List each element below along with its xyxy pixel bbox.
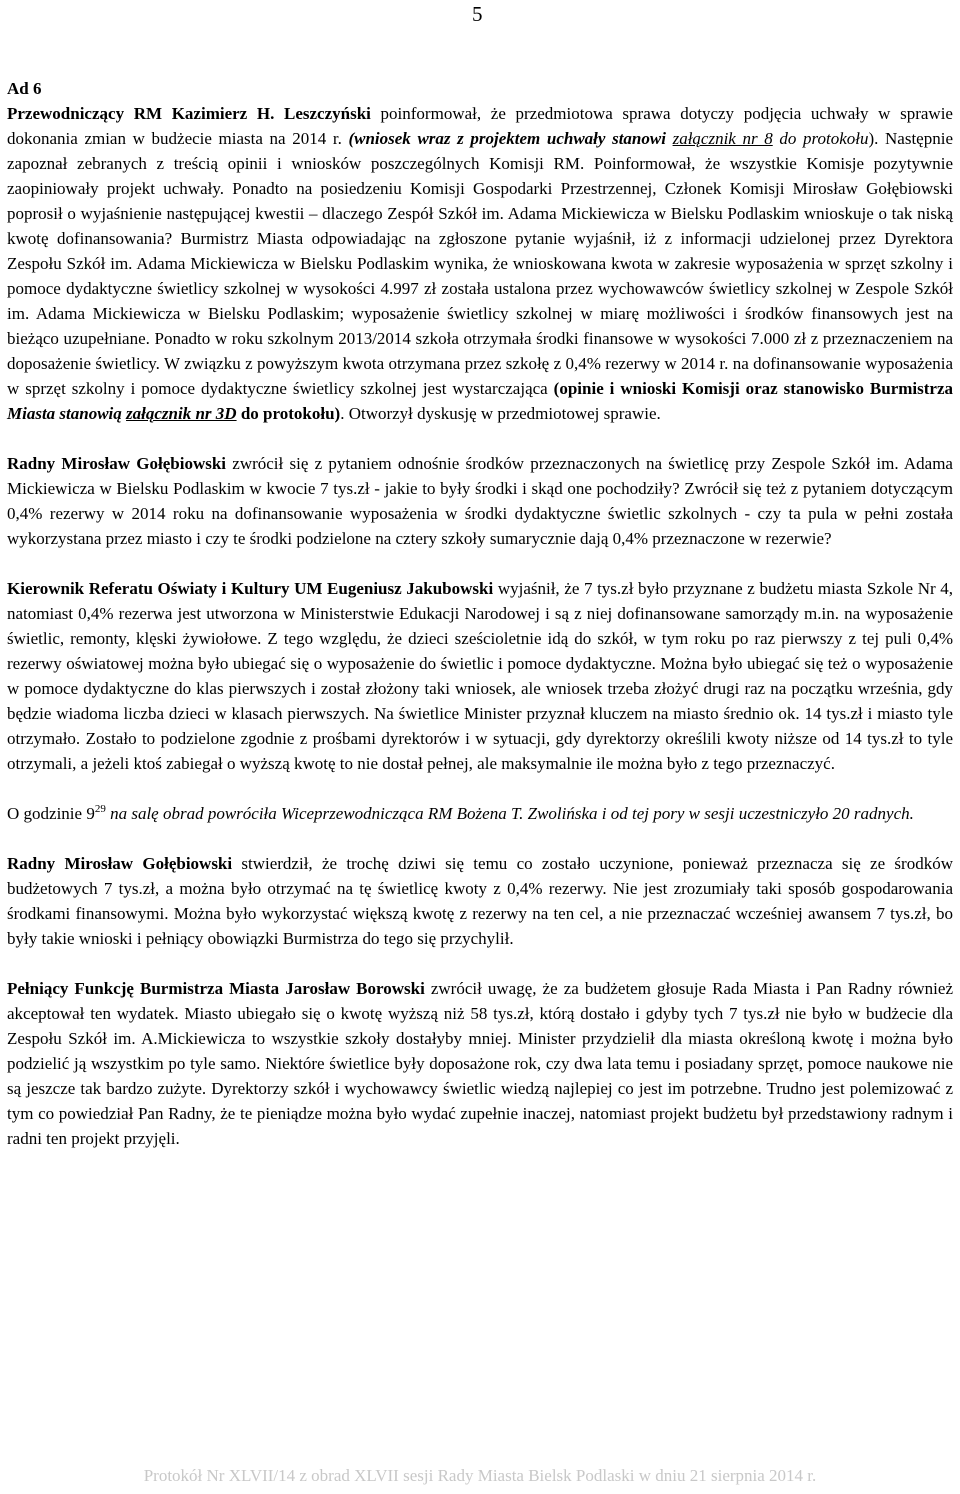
paragraph-text: ). Następnie zapoznał zebranych z treścią opinii i wniosków poszczególnych Komisji RM. Poinformował, że wszystkie Komisje pozytywnie zaopiniowały projekt uchwały. Ponadto na posiedzeniu Komisji Gospodarki Przestrzennej, Członek Komisji Mirosław Gołębiowski poprosił o wyjaśnienie następującej kwestii – dlaczego Zespół Szkół im. Adama Mickiewicza w Bielsku Podlaskim wnioskuje o tak niską kwotę dofinansowania? Burmistrz Miasta odpowiadając na zgłoszone pytanie wyjaśnił, iż z informacji udzielonej przez Dyrektora Zespołu Szkół im. Adama Mickiewicza w Bielsku Podlaskim wynika, że wnioskowana kwota w zakresie wyposażenia w sprzęt szkolny i pomoce dydaktyczne świetlicy szkolnej w wysokości 4.997 zł została ustalona przez wychowawców świetlicy szkolnej w Zespole Szkół im. Adama Mickiewicza w Bielsku Podlaskim; wyposażenie świetlicy szkolnej w miarę możliwości i środków finansowych jest na bieżąco uzupełniane. Ponadto w roku szkolnym 2013/2014 szkoła otrzymała środki finansowe w wysokości 7.000 zł z przeznaczeniem na doposażenie świetlicy. W związku z powyższym kwota otrzymana przez szkołę z 0,4% rezerwy w 2014 r. na dofinansowanie wyposażenia w sprzęt szkolny i pomoce dydaktyczne świetlicy szkolnej jest wystarczająca — [7, 129, 954, 398]
paragraph-text: stwierdził, że trochę dziwi się temu co zostało uczynione, ponieważ przeznacza się ze środków budżetowych 7 tys.zł, a można było otrzymać na tę świetlicę kwoty z 0,4% rezerwy. Nie jest zrozumiały taki sposób gospodarowania środkami finansowymi. Można było wykorzystać większą kwotę z rezerwy na ten cel, a nie przeznaczać wcześniej awansem 7 tys.zł, bo były takie wnioski i pełniący obowiązki Burmistrza do tego się przychylił. — [7, 854, 953, 948]
speaker-name: Pełniący Funkcję Burmistrza Miasta Jarosław Borowski — [7, 979, 425, 998]
paragraph-text: wyjaśnił, że 7 tys.zł było przyznane z budżetu miasta Szkole Nr 4, natomiast 0,4% rezerwa jest utworzona w Ministerstwie Edukacji Narodowej i są z niej dofinansowane samorządy m.in. na wyposażenie świetlic, remonty, klęski żywiołowe. Z tego względu, że dzieci sześcioletnie idą do szkół, w tym roku po raz pierwszy z tej puli 0,4% rezerwy oświatowej można było ubiegać się o wyposażenie do świetlic i pomoce dydaktyczne. Można było ubiegać się też o wyposażenie w pomoce dydaktyczne do klas pierwszych i został złożony taki wniosek, ale wniosek trzeba złożyć drugi raz na początku września, gdy będzie wiadoma liczba dzieci w klasach pierwszych. Na świetlice Minister przyznał kluczem na miasto średnio ok. 14 tys.zł i miasto tyle otrzymało. Zostało to podzielone zgodnie z prośbami dyrektorów i w sytuacji, gdy dyrektorzy określili kwoty niższe od 14 tys.zł to tyle otrzymali, a jeżeli ktoś zabiegał o wyższą kwotę to nie dostał pełnej, ale maksymalnie ile można było z tego przeznaczyć. — [7, 579, 953, 773]
attachment-reference-end: do protokołu) — [236, 404, 341, 423]
document-body — [7, 76, 953, 1151]
attachment-link: załącznik nr 3D — [126, 404, 237, 423]
paragraph-5 — [7, 851, 953, 951]
attachment-reference-end: do protokołu — [772, 129, 869, 148]
paragraph-text: zwrócił uwagę, że za budżetem głosuje Rada Miasta i Pan Radny również akceptował ten wydatek. Miasto ubiegało się o kwotę wyższą niż 58 tys.zł, którą dostało i gdyby tych 7 tys.zł nie było w budżecie dla Zespołu Szkół im. A.Mickiewicza to wszystkie szkoły dostałyby mniej. Minister przydzielił dla miasta określoną kwotę i można było podzielić ją wszystkim po tyle samo. Niektóre świetlice były doposażone rok, czy dwa lata temu i posiadany sprzęt, pomoce naukowe nie są jeszcze tak bardzo zużyte. Dyrektorzy szkół i wychowawcy świetlic wiedzą najlepiej co jest im potrzebne. Trudno jest polemizować z tym co powiedział Pan Radny, że te pieniądze można było wydać zupełnie inaczej, natomiast projekt budżetu był przedstawiony radnym i radni ten projekt przyjęli. — [7, 979, 953, 1148]
time-text: O godzinie 9 — [7, 804, 95, 823]
page-number: 5 — [472, 2, 483, 26]
paragraph-text: poinformował, że przedmiotowa sprawa dotyczy podjęcia uchwały w sprawie dokonania zmian w budżecie miasta na 2014 r. — [7, 104, 953, 148]
attachment-reference: Miasta stanowią — [7, 404, 122, 423]
paragraph-text: zwrócił się z pytaniem odnośnie środków przeznaczonych na świetlicę przy Zespole Szkół im. Adama Mickiewicza w Bielsku Podlaskim w kwocie 7 tys.zł - jakie to były środki i skąd one pochodziły? Zwrócił się też z pytaniem dotyczącym 0,4% rezerwy w 2014 roku na dofinansowanie wyposażenia w środki dydaktyczne świetlic szkolnych - czy ta pula w pełni została wykorzystana przez miasto i czy te środki podzielone na cztery szkoły sumarycznie dają 0,4% przeznaczone w rezerwie? — [7, 454, 953, 548]
attachment-reference: (opinie i wnioski Komisji oraz stanowisko Burmistrza — [553, 379, 954, 398]
paragraph-2 — [7, 451, 953, 551]
paragraph-3 — [7, 576, 953, 776]
speaker-name: Kierownik Referatu Oświaty i Kultury UM Eugeniusz Jakubowski — [7, 579, 494, 598]
speaker-name: Przewodniczący RM Kazimierz H. Leszczyński — [7, 104, 371, 123]
paragraph-1 — [7, 101, 953, 426]
time-minutes: 29 — [94, 803, 106, 815]
attachment-link: załącznik nr 8 — [672, 129, 773, 148]
paragraph-text: na salę obrad powróciła Wiceprzewodnicząca RM Bożena T. Zwolińska i od tej pory w sesji uczestniczyło 20 radnych. — [105, 804, 914, 823]
paragraph-4 — [7, 801, 953, 826]
paragraph-6 — [7, 976, 953, 1151]
speaker-name: Radny Mirosław Gołębiowski — [7, 454, 227, 473]
section-heading: Ad 6 — [7, 79, 42, 98]
attachment-reference: (wniosek wraz z projektem uchwały stanowi — [348, 129, 666, 148]
speaker-name: Radny Mirosław Gołębiowski — [7, 854, 233, 873]
page-footer: Protokół Nr XLVII/14 z obrad XLVII sesji Rady Miasta Bielsk Podlaski w dniu 21 sierpnia 2014 r. — [143, 1466, 817, 1485]
paragraph-text: . Otworzył dyskusję w przedmiotowej sprawie. — [340, 404, 661, 423]
